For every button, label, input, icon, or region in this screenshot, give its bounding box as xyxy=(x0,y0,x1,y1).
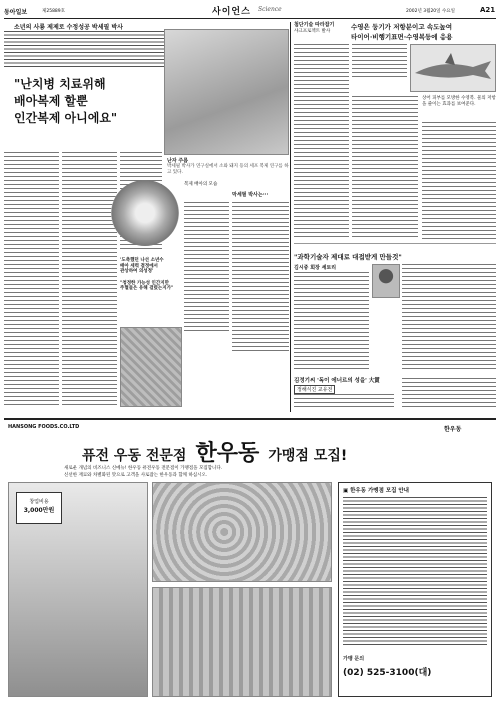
newspaper-name: 동아일보 xyxy=(4,9,28,16)
lead-column-5 xyxy=(232,202,289,352)
ad-phone: (02) 525-3100(대) xyxy=(343,668,432,678)
shark-caption: 상어 피부를 모방한 수영복. 물의 저항을 줄이는 효과를 보여준다. xyxy=(422,96,496,107)
page-number: A21 xyxy=(480,6,496,14)
lead-column-2 xyxy=(62,152,117,407)
right-top-col-3 xyxy=(352,96,418,239)
scientist-headline: "과학기술자 제대로 대접받게 만들것" xyxy=(294,253,402,261)
lead-column-4 xyxy=(184,202,229,332)
award-box-label: 정해식진 교유전 xyxy=(294,385,335,394)
ad-badge xyxy=(16,492,62,524)
right-headline-1: 수영은 둥기가 저항분이고 속도높여 xyxy=(351,23,452,31)
lead-photo xyxy=(164,29,289,155)
right-divider xyxy=(294,243,496,244)
ad-logo: HANSONG FOODS.CO.LTD xyxy=(8,424,80,430)
ad-phone-label: 가맹 문의 xyxy=(343,656,365,662)
masthead-rule xyxy=(4,18,496,19)
section-title: 사이언스 xyxy=(212,7,251,17)
lead-column-1 xyxy=(4,152,59,407)
right-top-col-4 xyxy=(422,122,496,239)
right-top-col-1 xyxy=(294,44,349,239)
tech-tag: 첨단기술 따라잡기 xyxy=(294,22,335,28)
ad-badge-line-1: 창업비용 xyxy=(29,499,49,505)
quote-line-2: 배아 세력 결정에서 xyxy=(120,263,158,269)
masthead xyxy=(4,3,496,19)
publication-date: 2002년 3월20일 수요일 xyxy=(406,9,455,14)
ad-title-post: 가맹점 모집! xyxy=(268,448,348,464)
lead-kicker: 소년의 사룡 제제로 수정성공 박세필 박사 xyxy=(14,24,123,31)
right-mid-story xyxy=(294,248,496,412)
ad-title-pre: 퓨전 우동 전문점 xyxy=(82,448,187,464)
column-divider xyxy=(290,22,291,412)
quote-box xyxy=(120,258,182,323)
photo-caption: 박세필 박사가 연구실에서 소와 돼지 등의 세포 복제 연구를 하고 있다. xyxy=(167,164,289,175)
right-mid-col-2 xyxy=(402,264,496,372)
ad-info-box xyxy=(338,482,492,697)
ad-right-logo: 한우동 xyxy=(444,426,462,433)
lead-intro xyxy=(4,31,164,67)
sub-tag: 막세필 박사는··· xyxy=(232,192,269,198)
right-top-col-2 xyxy=(352,44,407,78)
ad-badge-line-2: 3,000만원 xyxy=(23,507,55,514)
shark-photo xyxy=(410,44,496,92)
right-top-story xyxy=(294,22,496,242)
quote-line-4: "청정한 가능성 인간지만 xyxy=(120,280,169,286)
lead-story xyxy=(4,22,289,412)
ad-title xyxy=(82,436,347,467)
scientist-name: 김시중 회장 세토리 xyxy=(294,265,337,271)
cell-caption: 복제 배아의 모습 xyxy=(184,182,218,187)
ad-intro-2: 신선한 재료와 차별화된 맛으로 고객을 사로잡는 한우동과 함께 하십시오. xyxy=(64,473,208,478)
ad-dish-photo xyxy=(152,482,332,582)
ad-box-text xyxy=(343,497,487,647)
quote-line-3: 관상하여 의성정' xyxy=(120,269,154,274)
ad-store-photo xyxy=(152,587,332,697)
right-mid-col-4 xyxy=(402,378,496,410)
ad-title-brand: 한우동 xyxy=(195,441,260,466)
ad-intro-1: 새로운 개념의 비즈니스 신메뉴! 한우동 퓨전우동 전문점이 가맹점을 모집합니다. xyxy=(64,466,223,471)
advertisement xyxy=(4,422,496,703)
section-title-en: Science xyxy=(258,6,282,13)
right-mid-col-3 xyxy=(294,394,394,410)
photo-caption-tag: 난자 주름 xyxy=(167,158,189,164)
tech-tag-sub: 샤크프로젝트 발사 xyxy=(294,29,331,34)
ad-top-rule xyxy=(4,418,496,420)
scientist-portrait xyxy=(372,264,400,298)
shark-icon xyxy=(411,45,495,91)
headline-line-3: 인간복제 아니에요" xyxy=(14,111,118,125)
right-headline-2: 타이어·비행기표면·수영복등에 응용 xyxy=(351,33,453,41)
food-photo xyxy=(120,327,182,407)
quote-line-1: '도축했던 나선 소년수 xyxy=(120,258,164,263)
cell-image xyxy=(111,180,179,246)
headline-line-1: "난치병 치료위해 xyxy=(14,77,106,91)
award-headline: 김정기씨 '독이 에너르의 성을' 大賞 xyxy=(294,378,380,384)
right-mid-col-1 xyxy=(294,272,369,372)
quote-line-5: 주혈들은 유해 걸렸는지가" xyxy=(120,286,174,291)
ad-box-title: ▣ 한우동 가맹점 모집 안내 xyxy=(343,488,409,494)
headline-line-2: 배아복제 할뿐 xyxy=(14,94,88,108)
issue-number: 제25889호 xyxy=(42,9,66,14)
lead-headline xyxy=(14,76,164,127)
